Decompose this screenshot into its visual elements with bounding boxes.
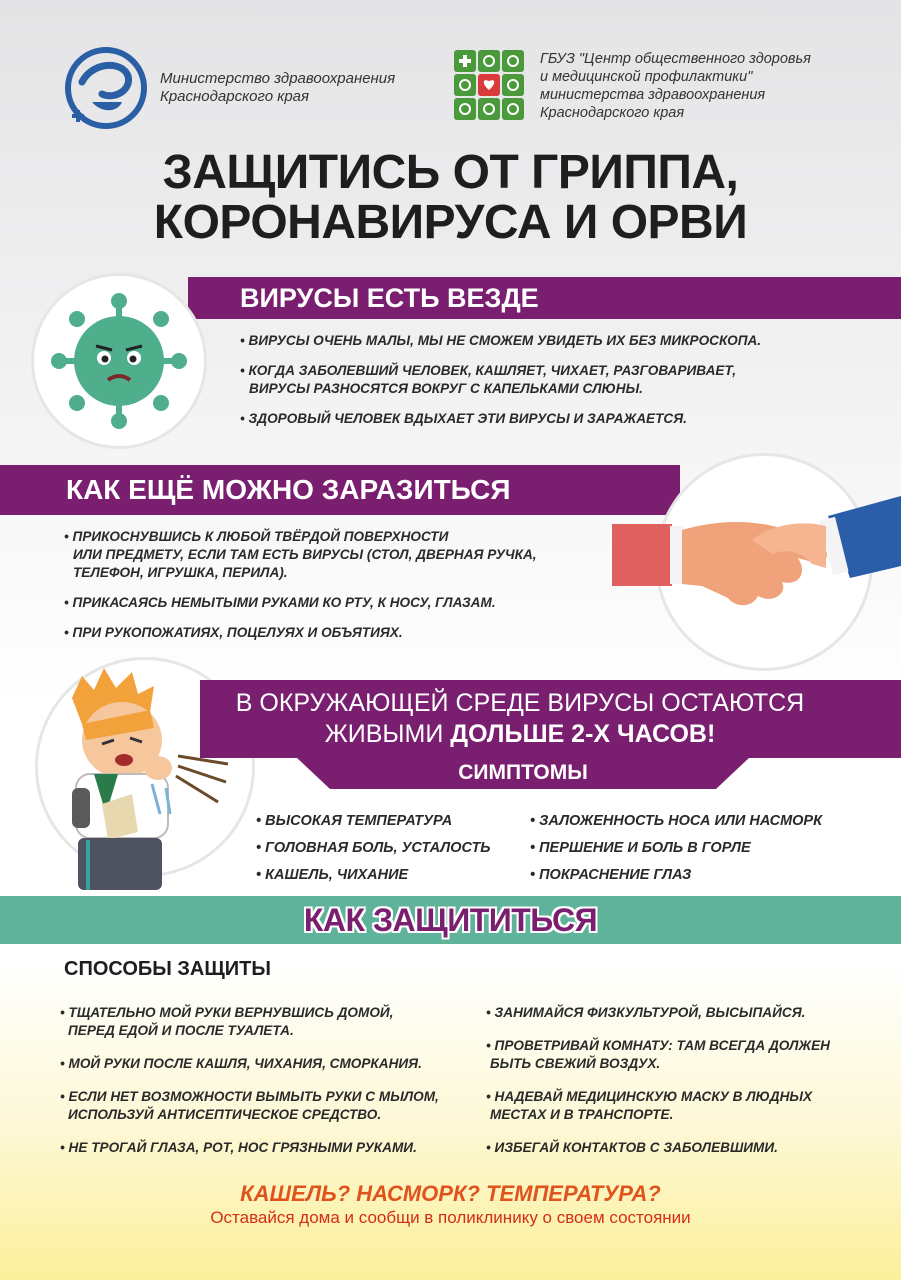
list-item: • ЗДОРОВЫЙ ЧЕЛОВЕК ВДЫХАЕТ ЭТИ ВИРУСЫ И ЗАРАЖАЕТСЯ. <box>240 411 687 426</box>
list-item: • МОЙ РУКИ ПОСЛЕ КАШЛЯ, ЧИХАНИЯ, СМОРКАНИЯ. <box>60 1056 422 1071</box>
infection-heading: КАК ЕЩЁ МОЖНО ЗАРАЗИТЬСЯ <box>66 474 511 505</box>
protect-subheading: СПОСОБЫ ЗАЩИТЫ <box>64 958 271 980</box>
center-line: Краснодарского края <box>540 105 685 121</box>
list-item: • НАДЕВАЙ МЕДИЦИНСКУЮ МАСКУ В ЛЮДНЫХ <box>486 1089 813 1104</box>
symptoms-right <box>530 808 822 889</box>
medical-emblem-icon <box>62 42 150 134</box>
protect-heading: КАК ЗАЩИТИТЬСЯ <box>303 902 598 938</box>
list-item: • ПОКРАСНЕНИЕ ГЛАЗ <box>530 867 692 883</box>
list-item: • ПРИКАСАЯСЬ НЕМЫТЫМИ РУКАМИ КО РТУ, К НОСУ, ГЛАЗАМ. <box>64 595 496 610</box>
footer-question: КАШЕЛЬ? НАСМОРК? ТЕМПЕРАТУРА? <box>240 1181 661 1206</box>
ministry-line: Краснодарского края <box>160 88 310 105</box>
environment-line: В ОКРУЖАЮЩЕЙ СРЕДЕ ВИРУСЫ ОСТАЮТСЯ <box>235 689 805 717</box>
health-grid-icon <box>454 50 524 120</box>
footer-advice: Оставайся дома и сообщи в поликлинику о своем состоянии <box>210 1208 691 1227</box>
list-item: ВИРУСЫ РАЗНОСЯТСЯ ВОКРУГ С КАПЕЛЬКАМИ СЛЮНЫ. <box>249 381 643 396</box>
list-item: БЫТЬ СВЕЖИЙ ВОЗДУХ. <box>490 1056 661 1071</box>
infection-band <box>0 465 680 515</box>
environment-text <box>200 688 840 750</box>
center-line: ГБУЗ "Центр общественного здоровья <box>540 51 811 67</box>
center-name <box>540 50 811 122</box>
list-item: • ПЕРШЕНИЕ И БОЛЬ В ГОРЛЕ <box>530 840 751 856</box>
ministry-line: Министерство здравоохранения <box>160 70 396 87</box>
list-item: • НЕ ТРОГАЙ ГЛАЗА, РОТ, НОС ГРЯЗНЫМИ РУКАМИ. <box>60 1140 417 1155</box>
environment-normal: ЖИВЫМИ <box>324 720 451 748</box>
list-item: МЕСТАХ И В ТРАНСПОРТЕ. <box>490 1107 674 1122</box>
viruses-heading: ВИРУСЫ ЕСТЬ ВЕЗДЕ <box>240 283 539 313</box>
environment-bold: ДОЛЬШЕ 2-Х ЧАСОВ! <box>450 720 716 748</box>
protect-left <box>60 1004 439 1157</box>
viruses-bullets <box>240 332 761 428</box>
symptoms-left <box>256 808 491 889</box>
list-item: ПЕРЕД ЕДОЙ И ПОСЛЕ ТУАЛЕТА. <box>68 1023 294 1038</box>
environment-band <box>200 680 901 758</box>
symptoms-heading: СИМПТОМЫ <box>458 761 588 784</box>
protect-right <box>486 1004 830 1157</box>
list-item: • ПРОВЕТРИВАЙ КОМНАТУ: ТАМ ВСЕГДА ДОЛЖЕН <box>486 1038 830 1053</box>
list-item: • ВИРУСЫ ОЧЕНЬ МАЛЫ, МЫ НЕ СМОЖЕМ УВИДЕТЬ ИХ БЕЗ МИКРОСКОПА. <box>240 333 762 348</box>
center-line: министерства здравоохранения <box>540 87 766 103</box>
page-title <box>0 148 901 248</box>
list-item: • ПРИКОСНУВШИСЬ К ЛЮБОЙ ТВЁРДОЙ ПОВЕРХНОСТИ <box>64 529 449 544</box>
list-item: ИЛИ ПРЕДМЕТУ, ЕСЛИ ТАМ ЕСТЬ ВИРУСЫ (СТОЛ, ДВЕРНАЯ РУЧКА, <box>73 547 537 562</box>
list-item: ИСПОЛЬЗУЙ АНТИСЕПТИЧЕСКОЕ СРЕДСТВО. <box>68 1107 382 1122</box>
protect-band <box>0 896 901 944</box>
list-item: • ЗАЛОЖЕННОСТЬ НОСА ИЛИ НАСМОРК <box>530 813 823 829</box>
symptoms-banner <box>296 757 750 789</box>
list-item: • КОГДА ЗАБОЛЕВШИЙ ЧЕЛОВЕК, КАШЛЯЕТ, ЧИХАЕТ, РАЗГОВАРИВАЕТ, <box>240 363 737 378</box>
infection-bullets <box>64 528 537 642</box>
list-item: • КАШЕЛЬ, ЧИХАНИЕ <box>256 867 409 883</box>
title-line: ЗАЩИТИСЬ ОТ ГРИППА, <box>162 146 739 199</box>
list-item: • ЗАНИМАЙСЯ ФИЗКУЛЬТУРОЙ, ВЫСЫПАЙСЯ. <box>486 1005 806 1020</box>
virus-icon <box>34 276 204 446</box>
ministry-name <box>160 70 395 106</box>
list-item: • ЕСЛИ НЕТ ВОЗМОЖНОСТИ ВЫМЫТЬ РУКИ С МЫЛОМ, <box>60 1089 439 1104</box>
title-line: КОРОНАВИРУСА И ОРВИ <box>153 196 748 249</box>
environment-line <box>200 719 840 750</box>
list-item: ТЕЛЕФОН, ИГРУШКА, ПЕРИЛА). <box>73 565 288 580</box>
coughing-boy-icon <box>42 664 242 896</box>
center-line: и медицинской профилактики" <box>540 69 753 85</box>
list-item: • ГОЛОВНАЯ БОЛЬ, УСТАЛОСТЬ <box>256 840 491 856</box>
list-item: • ИЗБЕГАЙ КОНТАКТОВ С ЗАБОЛЕВШИМИ. <box>486 1140 778 1155</box>
viruses-band <box>188 277 901 319</box>
list-item: • ВЫСОКАЯ ТЕМПЕРАТУРА <box>256 813 453 829</box>
handshake-icon <box>612 496 901 626</box>
list-item: • ТЩАТЕЛЬНО МОЙ РУКИ ВЕРНУВШИСЬ ДОМОЙ, <box>60 1005 394 1020</box>
list-item: • ПРИ РУКОПОЖАТИЯХ, ПОЦЕЛУЯХ И ОБЪЯТИЯХ. <box>64 625 403 640</box>
